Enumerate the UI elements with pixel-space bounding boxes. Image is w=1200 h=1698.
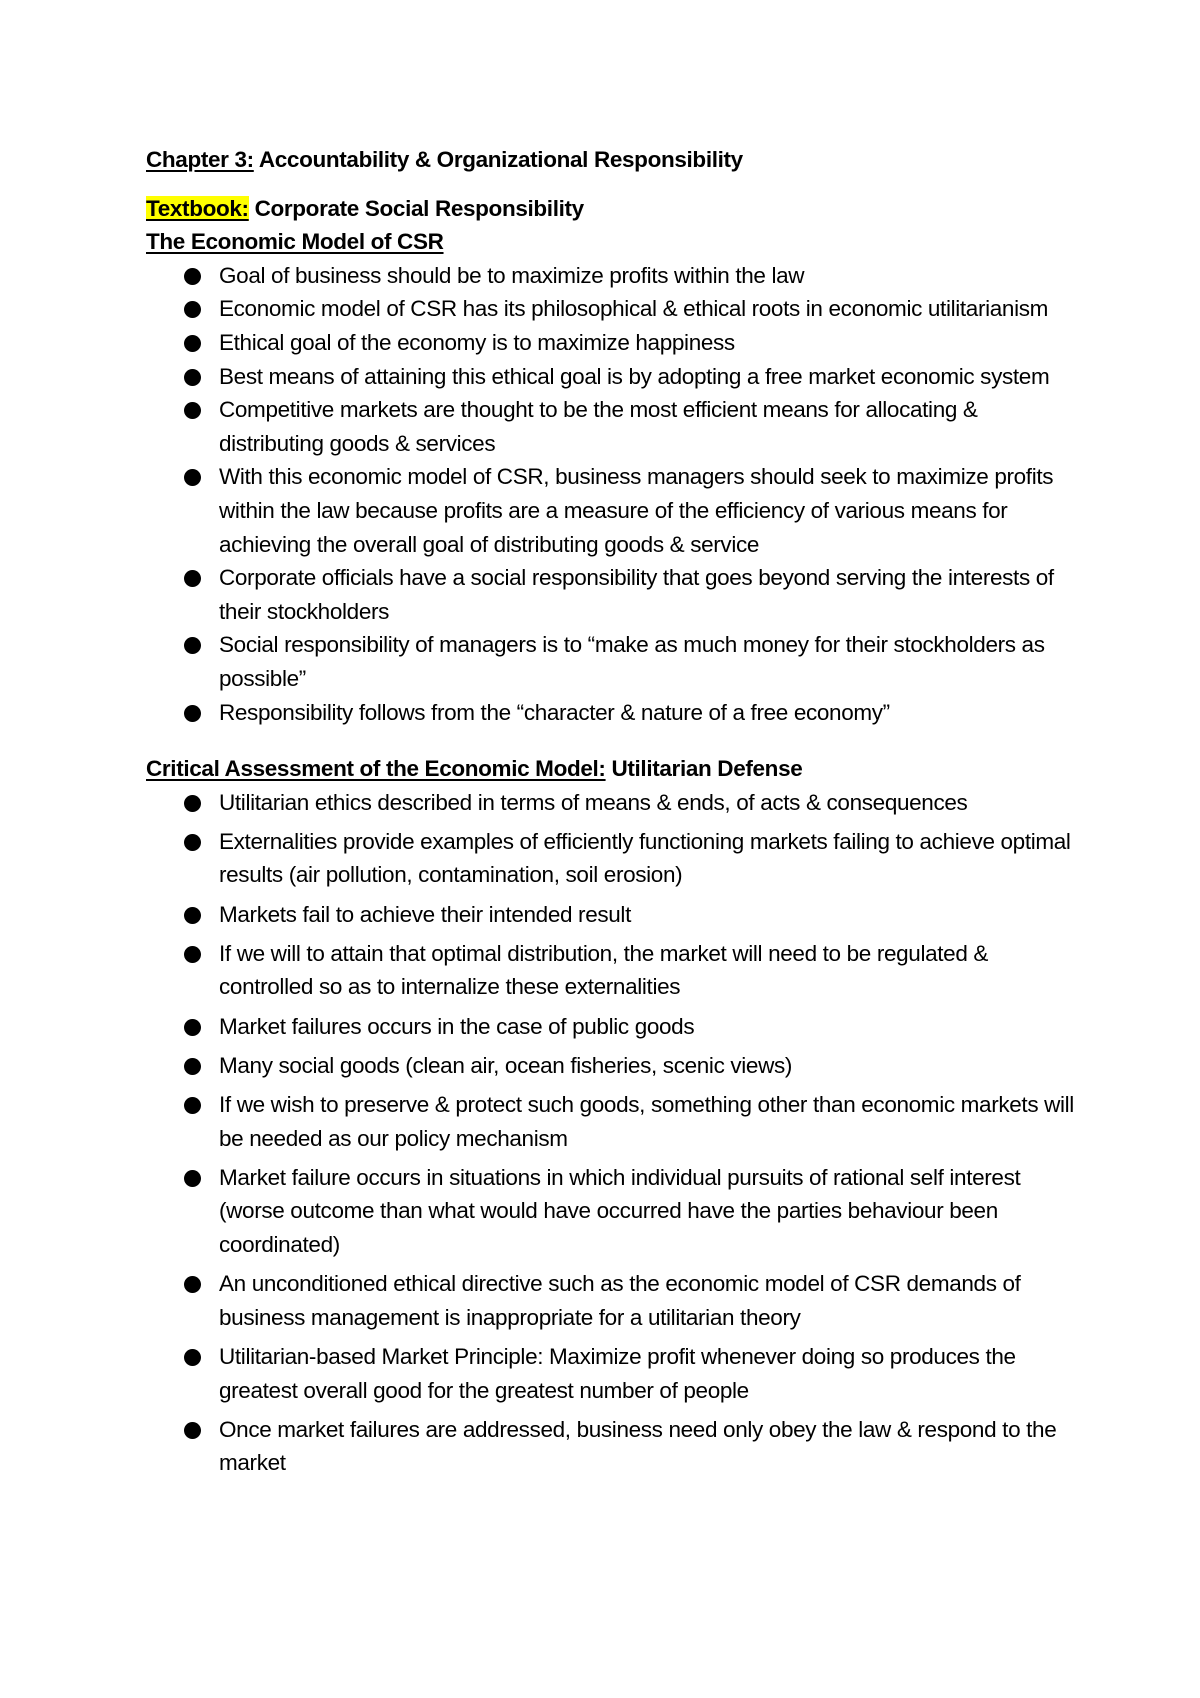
list-item-text: An unconditioned ethical directive such as the economic model of CSR demands of business management is inappropriate for a utilitarian theory [219,1271,1021,1330]
list-item [146,259,1076,293]
list-item-text: Markets fail to achieve their intended result [219,901,631,927]
bullet-icon [184,1276,201,1293]
list-item-text: If we wish to preserve & protect such goods, something other than economic markets will be needed as our policy mechanism [219,1092,1074,1151]
list-item-text: Economic model of CSR has its philosophical & ethical roots in economic utilitarianism [219,296,1049,322]
list-item-text: With this economic model of CSR, business managers should seek to maximize profits within the law because profits are a measure of the efficiency of various means for achieving the overall goal of distributing goods & service [219,464,1054,557]
list-item [146,1340,1076,1407]
bullet-icon [184,907,201,924]
section-heading-underlined: Critical Assessment of the Economic Model: [146,756,606,782]
list-item-text: Goal of business should be to maximize profits within the law [219,262,805,288]
bullet-icon [184,795,201,812]
list-item-text: Market failures occurs in the case of public goods [219,1013,695,1039]
chapter-name: Accountability & Organizational Responsibility [258,147,743,172]
list-item [146,825,1076,892]
list-item-text: Ethical goal of the economy is to maximize happiness [219,329,735,355]
list-item [146,898,1076,932]
list-item-text: Responsibility follows from the “character & nature of a free economy” [219,699,890,725]
list-item [146,360,1076,394]
list-item-text: Utilitarian-based Market Principle: Maximize profit whenever doing so produces the greatest overall good for the greatest number of people [219,1343,1016,1403]
bullet-icon [184,1170,201,1187]
section-heading-text: The Economic Model of CSR [146,229,444,255]
bullet-icon [184,1058,201,1075]
section-heading-rest: Utilitarian Defense [611,756,803,782]
document-page [146,143,1076,1486]
list-item [146,393,1076,460]
textbook-label: Textbook: [146,195,249,221]
chapter-title [146,143,1076,177]
bullet-icon [184,834,201,851]
bullet-icon [184,570,201,587]
list-item-text: Best means of attaining this ethical goal is by adopting a free market economic system [219,363,1050,389]
economic-model-list [146,259,1076,729]
bullet-icon [184,402,201,419]
list-item-text: Once market failures are addressed, business need only obey the law & respond to the market [219,1416,1057,1476]
list-item [146,1049,1076,1083]
list-item-text: Competitive markets are thought to be the most efficient means for allocating & distributing goods & services [219,397,978,456]
list-item-text: Corporate officials have a social responsibility that goes beyond serving the interests of their stockholders [219,565,1054,624]
bullet-icon [184,1349,201,1366]
list-item [146,1088,1076,1155]
list-item [146,1010,1076,1044]
list-item [146,628,1076,695]
bullet-icon [184,1019,201,1036]
list-item [146,786,1076,820]
list-item [146,561,1076,628]
list-item [146,1267,1076,1334]
bullet-icon [184,469,201,486]
list-item [146,326,1076,360]
list-item [146,1413,1076,1480]
list-item [146,1161,1076,1262]
section-heading-economic-model [146,225,1076,259]
list-item [146,937,1076,1004]
list-item-text: Utilitarian ethics described in terms of means & ends, of acts & consequences [219,789,968,815]
bullet-icon [184,637,201,654]
bullet-icon [184,705,201,722]
section-heading-critical-assessment [146,752,1076,786]
textbook-name: Corporate Social Responsibility [254,195,584,221]
list-item-text: If we will to attain that optimal distribution, the market will need to be regulated & controlled so as to internalize these externalities [219,940,989,1000]
bullet-icon [184,369,201,386]
textbook-title [146,192,1076,226]
list-item [146,460,1076,561]
list-item [146,292,1076,326]
bullet-icon [184,946,201,963]
bullet-icon [184,335,201,352]
bullet-icon [184,268,201,285]
list-item-text: Many social goods (clean air, ocean fisheries, scenic views) [219,1052,793,1078]
critical-assessment-list [146,786,1076,1480]
bullet-icon [184,1422,201,1439]
list-item [146,696,1076,730]
bullet-icon [184,301,201,318]
list-item-text: Market failure occurs in situations in which individual pursuits of rational self interest (worse outcome than what would have occurred have the parties behaviour been coordinated) [219,1164,1021,1257]
list-item-text: Social responsibility of managers is to “make as much money for their stockholders as possible” [219,632,1045,691]
list-item-text: Externalities provide examples of efficiently functioning markets failing to achieve optimal results (air pollution, contamination, soil erosion) [219,828,1071,888]
chapter-label: Chapter 3: [146,147,254,172]
bullet-icon [184,1097,201,1114]
